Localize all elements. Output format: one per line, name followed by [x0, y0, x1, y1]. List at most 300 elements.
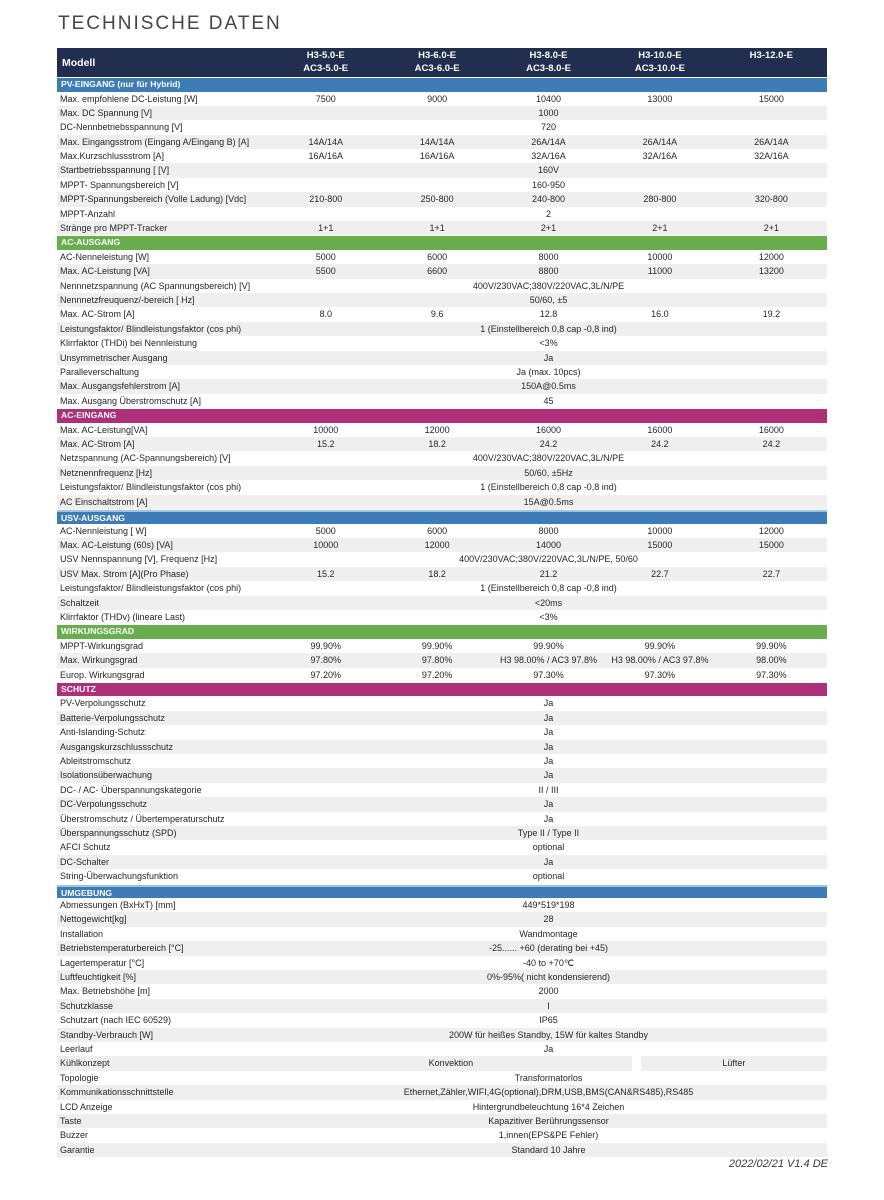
- value-cell: 9000: [427, 93, 448, 104]
- row-label: Leistungsfaktor/ Blindleistungsfaktor (cos phi): [60, 482, 242, 493]
- row-cells: [270, 394, 827, 408]
- row-cells: [270, 1100, 827, 1114]
- value-cell: Ja: [543, 770, 554, 781]
- model-name-line2: AC3-6.0-E: [414, 62, 460, 74]
- row-cells: [270, 783, 827, 797]
- value-cell: Ja: [543, 727, 554, 738]
- value-cell: -25...... +60 (derating bei +45): [488, 943, 609, 954]
- value-cell: 99.90%: [533, 640, 564, 651]
- spec-row: [57, 207, 827, 221]
- value-cell: 14A/14A: [308, 136, 343, 147]
- row-cells: [270, 984, 827, 998]
- model-header-cell-1: [270, 48, 381, 77]
- row-cells: [270, 725, 827, 739]
- value-cell: Ja (max. 10pcs): [516, 367, 581, 378]
- spec-row: [57, 336, 827, 350]
- value-cell: 32A/16A: [531, 151, 566, 162]
- row-label: Netzspannung (AC-Spannungsbereich) [V]: [60, 453, 231, 464]
- spec-row: [57, 524, 827, 538]
- row-cells: [270, 221, 827, 235]
- value-cell: 18.2: [428, 439, 446, 450]
- value-cell: 16A/16A: [419, 151, 455, 162]
- row-cells: [270, 120, 827, 134]
- value-cell: 97.30%: [644, 669, 676, 680]
- row-cells: [270, 696, 827, 710]
- row-label: AFCI Schutz: [60, 842, 111, 853]
- value-cell: 24.2: [762, 439, 781, 450]
- row-cells: [270, 999, 827, 1013]
- row-cells: [270, 250, 827, 264]
- row-label: Leistungsfaktor/ Blindleistungsfaktor (cos phi): [60, 583, 242, 594]
- row-cells: [270, 610, 827, 624]
- value-cell: 0%-95%( nicht kondensierend): [486, 971, 611, 982]
- value-cell: 26A/14A: [754, 136, 789, 147]
- row-label: Betriebstemperaturbereich [°C]: [60, 943, 184, 954]
- spec-row: [57, 956, 827, 970]
- value-cell: 99.90%: [310, 640, 341, 651]
- row-cells: [270, 826, 827, 840]
- value-cell: Standard 10 Jahre: [511, 1144, 586, 1155]
- value-cell: 400V/230VAC;380V/220VAC,3L/N/PE: [472, 453, 625, 464]
- value-cell: 6000: [427, 525, 448, 536]
- row-label: Max. AC-Strom [A]: [60, 309, 135, 320]
- value-cell: 15000: [758, 93, 784, 104]
- value-cell: Ja: [543, 799, 554, 810]
- value-cell: optional: [532, 871, 565, 882]
- row-cells: [270, 552, 827, 566]
- version-footer: 2022/02/21 V1.4 DE: [728, 1158, 828, 1170]
- model-name-line1: H3-6.0-E: [418, 50, 457, 61]
- value-cell: 320-800: [754, 194, 788, 205]
- spec-row: [57, 783, 827, 797]
- value-cell: 97.80%: [421, 655, 453, 666]
- row-cells: [270, 581, 827, 595]
- row-label: Schutzart (nach IEC 60529): [60, 1015, 172, 1026]
- spec-row: [57, 1114, 827, 1128]
- value-cell: 8000: [538, 251, 559, 262]
- value-cell: 210-800: [309, 194, 343, 205]
- value-cell: Transformatorlos: [514, 1072, 583, 1083]
- spec-row: [57, 293, 827, 307]
- row-cells: [270, 149, 827, 163]
- section-bar-usv-ausgang: USV-AUSGANG: [57, 510, 827, 524]
- value-cell: 15000: [758, 539, 784, 550]
- spec-row: [57, 480, 827, 494]
- row-label: Klirrfaktor (THDv) (lineare Last): [60, 611, 186, 622]
- row-cells: [270, 336, 827, 350]
- value-cell: 1+1: [318, 223, 334, 234]
- value-cell: Ja: [543, 756, 554, 767]
- value-cell: 11000: [647, 266, 673, 277]
- model-header-cell-5: [716, 48, 827, 77]
- row-cells: [270, 365, 827, 379]
- spec-row: [57, 668, 827, 682]
- row-cells: [270, 1042, 827, 1056]
- value-cell: Ja: [543, 813, 554, 824]
- value-cell: Hintergrundbeleuchtung 16*4 Zeichen: [472, 1101, 625, 1112]
- value-cell: 15.2: [316, 568, 335, 579]
- value-cell: 32A/16A: [642, 151, 678, 162]
- row-cells: [270, 524, 827, 538]
- spec-row: [57, 552, 827, 566]
- value-cell: Lüfter: [632, 1056, 827, 1070]
- value-cell: 400V/230VAC;380V/220VAC,3L/N/PE: [472, 280, 625, 291]
- row-label: Max. Betriebshöhe [m]: [60, 986, 151, 997]
- value-cell: Wandmontage: [519, 928, 578, 939]
- row-label: Max. AC-Leistung (60s) [VA]: [60, 539, 173, 550]
- row-label: AC-Nennleistung [ W]: [60, 525, 147, 536]
- model-header-label: Modell: [62, 56, 96, 69]
- value-cell: 98.00%: [756, 655, 787, 666]
- row-label: Abmessungen (BxHxT) [mm]: [60, 900, 176, 911]
- value-cell: 32A/16A: [754, 151, 789, 162]
- spec-row: [57, 135, 827, 149]
- value-cell: 16000: [536, 424, 562, 435]
- section-bar-ac-eingang: AC-EINGANG: [57, 409, 827, 423]
- value-cell: 14A/14A: [419, 136, 455, 147]
- row-label: Schaltzeit: [60, 597, 100, 608]
- spec-row: [57, 451, 827, 465]
- spec-row: [57, 250, 827, 264]
- row-label: Paralleverschaltung: [60, 367, 140, 378]
- value-cell: 22.7: [762, 568, 781, 579]
- row-cells: [270, 812, 827, 826]
- model-header-cell-4: [604, 48, 715, 77]
- spec-row: [57, 912, 827, 926]
- row-label: LCD Anzeige: [60, 1101, 113, 1112]
- spec-row: [57, 999, 827, 1013]
- spec-row: [57, 984, 827, 998]
- row-label: Buzzer: [60, 1130, 89, 1141]
- row-cells: [270, 480, 827, 494]
- row-label: Ableitstromschutz: [60, 756, 132, 767]
- row-cells: [270, 956, 827, 970]
- row-cells: [270, 106, 827, 120]
- value-cell: 1000: [538, 107, 559, 118]
- value-cell: 12000: [758, 525, 784, 536]
- row-label: AC-Nenneleistung [W]: [60, 251, 150, 262]
- row-label: MPPT-Wirkungsgrad: [60, 640, 144, 651]
- row-label: Luftfeuchtigkeit [%]: [60, 971, 137, 982]
- row-cells: [270, 451, 827, 465]
- value-cell: 8.0: [319, 309, 332, 320]
- row-cells: [270, 1114, 827, 1128]
- row-label: Netznennfrequenz [Hz]: [60, 467, 153, 478]
- row-label: Topologie: [60, 1072, 99, 1083]
- row-cells: [270, 279, 827, 293]
- row-label: Startbetriebsspannung [ [V]: [60, 165, 170, 176]
- row-cells: [270, 92, 827, 106]
- row-cells: [270, 135, 827, 149]
- value-cell: Konvektion: [428, 1058, 474, 1069]
- value-cell: 99.90%: [756, 640, 787, 651]
- value-cell: 16.0: [651, 309, 669, 320]
- value-cell: 2+1: [652, 223, 668, 234]
- row-label: Unsymmetrischer Ausgang: [60, 352, 168, 363]
- model-name-line1: H3-8.0-E: [529, 50, 568, 61]
- value-cell: 8000: [538, 525, 559, 536]
- value-cell: 99.90%: [421, 640, 453, 651]
- spec-row: [57, 351, 827, 365]
- value-cell: 240-800: [532, 194, 566, 205]
- value-cell: 15000: [647, 539, 673, 550]
- value-cell: H3 98.00% / AC3 97.8%: [499, 655, 598, 666]
- spec-row: [57, 92, 827, 106]
- value-cell: Ja: [543, 856, 554, 867]
- row-label: Batterie-Verpolungsschutz: [60, 712, 166, 723]
- row-cells: [270, 1056, 827, 1070]
- value-cell: Ja: [543, 712, 554, 723]
- value-cell: 22.7: [651, 568, 669, 579]
- row-label: Isolationsüberwachung: [60, 770, 153, 781]
- row-label: Nettogewicht[kg]: [60, 914, 127, 925]
- value-cell: Kapazitiver Berührungssensor: [488, 1115, 609, 1126]
- value-cell: 5000: [315, 251, 336, 262]
- row-cells: [270, 941, 827, 955]
- spec-row: [57, 1071, 827, 1085]
- model-name-line1: H3-5.0-E: [306, 50, 345, 61]
- row-label: Max. empfohlene DC-Leistung [W]: [60, 93, 198, 104]
- value-cell: 99.90%: [644, 640, 676, 651]
- row-label: MPPT-Anzahl: [60, 208, 116, 219]
- value-cell: 97.80%: [310, 655, 341, 666]
- model-name-line2: AC3-5.0-E: [303, 62, 349, 74]
- row-label: PV-Verpolungsschutz: [60, 698, 146, 709]
- section-bar-umgebung: UMGEBUNG: [57, 885, 827, 899]
- value-cell: 160V: [537, 165, 560, 176]
- value-cell: 5500: [315, 266, 336, 277]
- row-cells: [270, 970, 827, 984]
- value-cell: 5000: [315, 525, 336, 536]
- spec-row: [57, 437, 827, 451]
- row-label: String-Überwachungsfunktion: [60, 871, 179, 882]
- model-header-cell-2: [381, 48, 492, 77]
- value-cell: 13000: [647, 93, 673, 104]
- row-cells: [270, 1071, 827, 1085]
- row-label: Ausgangskurzschlussschutz: [60, 741, 174, 752]
- value-cell: H3 98.00% / AC3 97.8%: [611, 655, 709, 666]
- value-cell: 449*519*198: [522, 900, 575, 911]
- spec-row: [57, 1100, 827, 1114]
- row-cells: [270, 538, 827, 552]
- value-cell: optional: [532, 842, 565, 853]
- row-label: Überstromschutz / Übertemperaturschutz: [60, 813, 225, 824]
- spec-row: [57, 1128, 827, 1142]
- value-cell: 97.30%: [533, 669, 564, 680]
- row-label: Kühlkonzept: [60, 1058, 110, 1069]
- table-header-row: [57, 48, 827, 77]
- row-cells: [270, 351, 827, 365]
- row-label: Leerlauf: [60, 1043, 93, 1054]
- model-name-line2: AC3-10.0-E: [634, 62, 685, 74]
- value-cell: Type II / Type II: [517, 827, 580, 838]
- value-cell: 1 (Einstellbereich 0,8 cap -0,8 ind): [480, 583, 617, 594]
- row-label: Stränge pro MPPT-Tracker: [60, 223, 168, 234]
- value-cell: 1 (Einstellbereich 0,8 cap -0,8 ind): [480, 323, 617, 334]
- spec-row: [57, 1028, 827, 1042]
- row-cells: [270, 322, 827, 336]
- spec-row: [57, 610, 827, 624]
- row-label: DC-Nennbetriebsspannung [V]: [60, 122, 183, 133]
- value-cell: 2+1: [540, 223, 557, 234]
- section-bar-pv-eingang-nur-f-r-hybrid: PV-EINGANG (nur für Hybrid): [57, 78, 827, 92]
- value-cell: 6000: [427, 251, 448, 262]
- value-cell: <3%: [539, 611, 558, 622]
- row-label: Kommunikationsschnittstelle: [60, 1087, 174, 1098]
- value-cell: 7500: [315, 93, 336, 104]
- spec-row: [57, 797, 827, 811]
- value-cell: 9.6: [430, 309, 444, 320]
- spec-row: [57, 379, 827, 393]
- spec-row: [57, 192, 827, 206]
- spec-row: [57, 740, 827, 754]
- row-label: DC- / AC- Überspannungskategorie: [60, 784, 202, 795]
- spec-row: [57, 941, 827, 955]
- value-cell: 16A/16A: [308, 151, 343, 162]
- row-label: Max. AC-Strom [A]: [60, 439, 135, 450]
- model-header-cell-3: [493, 48, 604, 77]
- spec-row: [57, 840, 827, 854]
- row-cells: [270, 466, 827, 480]
- row-label: Max. Wirkungsgrad: [60, 655, 138, 666]
- model-name-line1: H3-10.0-E: [638, 50, 682, 61]
- value-cell: 250-800: [420, 194, 454, 205]
- spec-row: [57, 970, 827, 984]
- row-label: Max. Eingangsstrom (Eingang A/Eingang B) [A]: [60, 136, 250, 147]
- spec-row: [57, 869, 827, 883]
- row-label: Leistungsfaktor/ Blindleistungsfaktor (cos phi): [60, 323, 242, 334]
- value-cell: 15A@0.5ms: [523, 496, 574, 507]
- spec-row: [57, 120, 827, 134]
- row-label: Max.Kurzschlussstrom [A]: [60, 151, 165, 162]
- value-cell: 200W für heißes Standby, 15W für kaltes Standby: [449, 1029, 648, 1040]
- value-cell: 720: [540, 122, 557, 133]
- value-cell: 16000: [758, 424, 784, 435]
- value-cell: 1 (Einstellbereich 0,8 cap -0,8 ind): [480, 482, 617, 493]
- spec-row: [57, 1085, 827, 1099]
- value-cell: II / III: [538, 784, 559, 795]
- row-label: Klirrfaktor (THDi) bei Nennleistung: [60, 338, 198, 349]
- spec-row: [57, 1013, 827, 1027]
- row-cells: [270, 293, 827, 307]
- row-cells: [270, 178, 827, 192]
- row-cells: [270, 797, 827, 811]
- spec-row: [57, 855, 827, 869]
- value-cell: <3%: [539, 338, 558, 349]
- value-cell: 97.20%: [421, 669, 453, 680]
- row-cells: [270, 855, 827, 869]
- row-cells: [270, 1128, 827, 1142]
- spec-row: [57, 567, 827, 581]
- value-cell: 50/60, ±5: [529, 295, 568, 306]
- spec-row: [57, 696, 827, 710]
- row-label: AC Einschaltstrom [A]: [60, 496, 148, 507]
- row-label: MPPT-Spannungsbereich (Volle Ladung) [Vdc]: [60, 194, 247, 205]
- spec-row: [57, 466, 827, 480]
- spec-row: [57, 812, 827, 826]
- model-name-line1: H3-12.0-E: [749, 50, 793, 61]
- row-label: MPPT- Spannungsbereich [V]: [60, 179, 179, 190]
- section-bar-ac-ausgang: AC-AUSGANG: [57, 236, 827, 250]
- row-label: Max. AC-Leistung [VA]: [60, 266, 150, 277]
- value-cell: 14000: [536, 539, 562, 550]
- value-cell: 10000: [647, 525, 673, 536]
- value-cell: 15.2: [316, 439, 335, 450]
- row-label: USV Max. Strom [A](Pro Phase): [60, 568, 189, 579]
- row-cells: [270, 207, 827, 221]
- value-cell: 28: [543, 914, 554, 925]
- value-cell: Ethernet,Zähler,WIFI,4G(optional),DRM,USB,BMS(CAN&RS485),RS485: [403, 1087, 694, 1098]
- row-cells: [270, 495, 827, 509]
- row-cells: [270, 192, 827, 206]
- value-cell: 97.30%: [756, 669, 787, 680]
- row-label: Taste: [60, 1115, 82, 1126]
- model-name-line2: AC3-8.0-E: [526, 62, 571, 74]
- row-cells: [270, 768, 827, 782]
- spec-row: [57, 178, 827, 192]
- row-cells: [270, 869, 827, 883]
- row-cells: [270, 379, 827, 393]
- spec-row: [57, 279, 827, 293]
- value-cell: 10000: [313, 539, 339, 550]
- spec-row: [57, 653, 827, 667]
- spec-row: [57, 826, 827, 840]
- value-cell: 13200: [758, 266, 784, 277]
- spec-row: [57, 264, 827, 278]
- value-cell: 1+1: [429, 223, 445, 234]
- value-cell: 1,innen(EPS&PE Fehler): [498, 1130, 599, 1141]
- row-cells: [270, 668, 827, 682]
- spec-row: [57, 106, 827, 120]
- value-cell: 19.2: [762, 309, 781, 320]
- row-label: Lagertemperatur [°C]: [60, 957, 145, 968]
- row-cells: [270, 740, 827, 754]
- row-label: Installation: [60, 928, 104, 939]
- row-cells: [270, 711, 827, 725]
- row-cells: [270, 1013, 827, 1027]
- value-cell: 12000: [424, 539, 450, 550]
- row-label: Max. AC-Leistung[VA]: [60, 424, 148, 435]
- section-bar-wirkungsgrad: WIRKUNGSGRAD: [57, 625, 827, 639]
- spec-row: [57, 639, 827, 653]
- value-cell: 97.20%: [310, 669, 341, 680]
- row-label: Anti-Islanding-Schutz: [60, 727, 146, 738]
- spec-row: [57, 307, 827, 321]
- spec-row: [57, 365, 827, 379]
- spec-row: [57, 394, 827, 408]
- value-cell: 280-800: [643, 194, 677, 205]
- value-cell: 2+1: [763, 223, 779, 234]
- spec-row: [57, 725, 827, 739]
- value-cell: 12000: [758, 251, 784, 262]
- spec-table: [57, 48, 827, 1157]
- row-label: Max. Ausgang Überstromschutz [A]: [60, 395, 202, 406]
- row-cells: [270, 264, 827, 278]
- row-cells: [270, 912, 827, 926]
- row-cells: [270, 596, 827, 610]
- row-label: Schutzklasse: [60, 1000, 114, 1011]
- value-cell: 26A/14A: [531, 136, 566, 147]
- row-label: Garantie: [60, 1144, 95, 1155]
- spec-row: [57, 1143, 827, 1157]
- value-cell: IP65: [539, 1015, 558, 1026]
- row-label: Nennnetzfreuquenz/-bereich [ Hz]: [60, 295, 195, 306]
- value-cell: 24.2: [539, 439, 558, 450]
- row-label: Nennnetzspannung (AC Spannungsbereich) [V]: [60, 280, 251, 291]
- value-cell: 21.2: [539, 568, 558, 579]
- spec-row: [57, 768, 827, 782]
- value-cell: Ja: [543, 352, 554, 363]
